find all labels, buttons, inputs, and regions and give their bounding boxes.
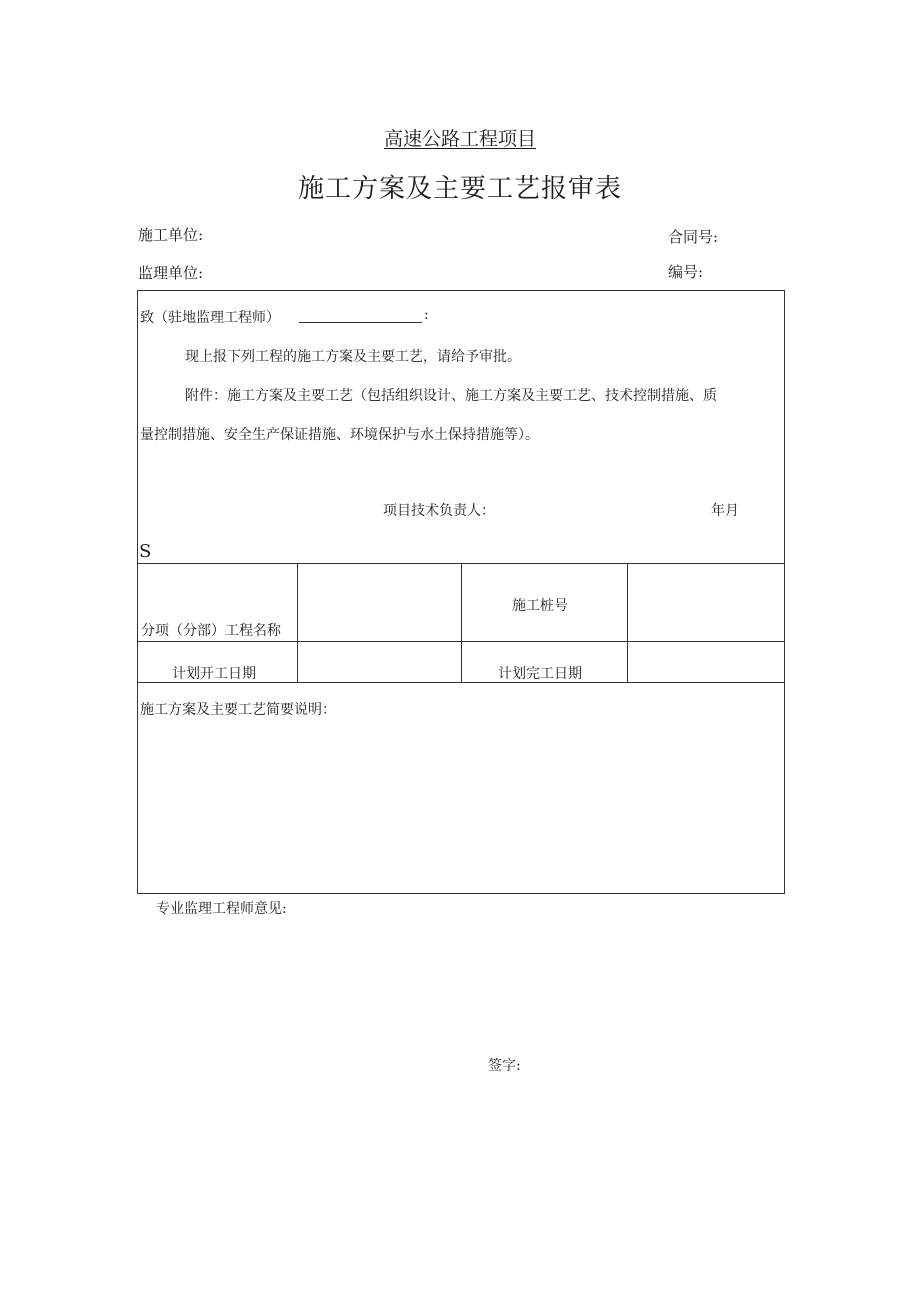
document-subtitle: 高速公路工程项目 bbox=[383, 128, 536, 150]
construction-unit-label: 施工单位: bbox=[138, 226, 204, 244]
signature-label: 签字: bbox=[488, 1058, 521, 1074]
contract-no-label: 合同号: bbox=[668, 228, 719, 246]
divider bbox=[627, 563, 628, 682]
document-title: 施工方案及主要工艺报审表 bbox=[297, 174, 622, 204]
planned-start-label: 计划开工日期 bbox=[172, 666, 256, 682]
divider bbox=[297, 563, 298, 682]
divider bbox=[461, 563, 462, 682]
supervision-unit-label: 监理单位: bbox=[138, 264, 204, 282]
tech-lead-label: 项目技术负责人： bbox=[383, 503, 495, 519]
submission-statement: 现上报下列工程的施工方案及主要工艺，请给予审批。 bbox=[185, 349, 521, 365]
attachment-line-1: 附件：施工方案及主要工艺（包括组织设计、施工方案及主要工艺、技术控制措施、质 bbox=[185, 388, 717, 404]
to-engineer-label: 致（驻地监理工程师） bbox=[140, 310, 280, 326]
description-label: 施工方案及主要工艺简要说明： bbox=[140, 702, 336, 718]
attachment-line-2: 量控制措施、安全生产保证措施、环境保护与水土保持措施等）。 bbox=[140, 427, 539, 443]
serial-no-label: 编号: bbox=[668, 263, 704, 281]
planned-end-label: 计划完工日期 bbox=[498, 666, 582, 682]
date-label: 年月 bbox=[711, 503, 739, 519]
to-engineer-suffix: : bbox=[424, 307, 429, 323]
engineer-name-blank[interactable] bbox=[299, 322, 422, 323]
station-no-label: 施工桩号 bbox=[512, 598, 568, 614]
supervisor-opinion-label: 专业监理工程师意见: bbox=[156, 901, 287, 917]
sub-project-name-label: 分项（分部）工程名称 bbox=[141, 623, 281, 639]
stray-mark: S bbox=[139, 541, 152, 562]
